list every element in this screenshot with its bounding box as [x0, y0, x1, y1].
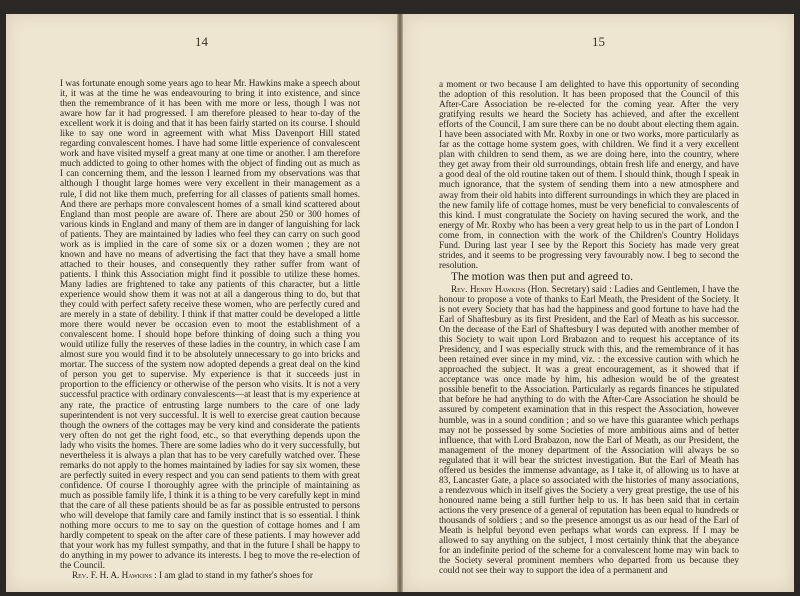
page-number: 14 — [195, 34, 208, 49]
speaker-name: Rev. Henry Hawkins — [451, 283, 526, 294]
page-number: 15 — [592, 34, 605, 49]
body-paragraph: a moment or two because I am delighted to have this opportunity of seconding the adoption of this resolution. It has been proposed that the Council of this After-Care Association be re-elected for the coming year. After the very gratifying results we heard the Society has achieved, and after the excellent efforts of the Council, I am sure there can be no doubt about electing them again. I have been associated with Mr. Roxby in one or two works, more particularly as far as the cottage home system goes, with children. We find it a very excellent plan with children to send them, as we are doing here, into the country, where they get away from their old surroundings, obtain fresh life and energy, and have a good deal of the old routine taken out of them. I should think, though I speak in much ignorance, that the system of sending them into a new atmosphere and away from their old habits into different surroundings in which they are placed in the new family life of cottage homes, must be very beneficial to convalescents of this kind. I must congratulate the Society on having secured the work, and the energy of Mr. Roxby who has been a very great help to us in the part of London I come from, in connection with the work of the Children's Country Holidays Fund. During last year I see by the Report this Society has made very great strides, and it seems to be progressing very favourably now. I beg to second the resolution. — [439, 79, 739, 270]
right-page — [403, 14, 794, 592]
body-paragraph — [60, 570, 360, 580]
motion-line: The motion was then put and agreed to. — [451, 270, 634, 283]
body-paragraph: I was fortunate enough some years ago to hear Mr. Hawkins make a speech about it, it was at the time he was endeavouring to bring it into existence, and since then the remembrance of it has been with me more or less, though I was not aware how far it had progressed. I am therefore pleased to hear to-day of the excellent work it is doing and that it has been fairly started on its course. I should like to say one word in agreement with what Miss Davenport Hill stated regarding convalescent homes. I have had some little experience of convalescent work and have visited myself a great many at one time or another. I am therefore much addicted to going to other homes with the object of finding out as much as I can concerning them, and the lesson I learned from my observations was that although I thought large homes were very excellent in their management as a rule, I did not like them much, preferring for all classes of patients small homes. And there are perhaps more convalescent homes of a small kind scattered about England than most people are aware of. There are about 250 or 300 homes of various kinds in England and many of them are in danger of languishing for lack of patients. They are maintained by ladies who feel they can carry on such good work as is implied in the care of some six or a dozen women ; they are not known and have no means of advertising the fact that they have a small home attached to their houses, and consequently they rather suffer from want of patients. I think this Association might find it possible to utilize these homes. Many ladies are frightened to take any patients of this character, but a little experience would show them it was not at all a dangerous thing to do, but that they could with perfect safety receive these women, who are perfectly cured and are merely in a state of debility. I think if that matter could be developed a little more there would never be occasion even to moot the establishment of a convalescent home. I should hope before thinking of doing such a thing you would utilize fully the reserves of these ladies in the country, in which case I am almost sure you would find it to be absolutely unnecessary to go into bricks and mortar. The success of the system now adopted depends a great deal on the kind of person you get to supervise. My experience is that it succeeds just in proportion to the efficiency or otherwise of the person who visits. It is not a very successful practice with ordinary convalescents—at least that is my experience at any rate, the practice of entrusting large numbers to the care of one lady superintendent is not very successful. It is well to exercise great caution because though the owners of the cottages may be very kind and considerate the patients very often do not get the right food, etc., so that everything depends upon the lady who visits the homes. There are some ladies who do it very successfully, but nevertheless it is always a plan that has to be very carefully watched over. These remarks do not apply to the homes maintained by ladies for say six women, these are perfectly suited in every respect and you can send patients to them with great confidence. Of course I thoroughly agree with the principle of maintaining as much as possible family life, I think it is a thing to be very carefully kept in mind that the care of all these patients should be as far as possible entrusted to persons who will develope that family care and family instinct that is so essential. I think nothing more occurs to me to say on the question of cottage homes and I am hardly competent to speak on the after care of these patients. I may however add that your work has my fullest sympathy, and that in the future I shall be happy to do anything in my power to advance its interests. I beg to move the re-election of the Council. — [60, 78, 360, 571]
page-body — [439, 79, 739, 575]
body-paragraph — [439, 284, 739, 575]
speech-text: : I am glad to stand in my father's shoes for — [154, 570, 313, 581]
page-body — [60, 78, 360, 580]
left-page — [6, 14, 397, 592]
speech-text: (Hon. Secretary) said : Ladies and Gentlemen, I have the honour to propose a vote of thanks to Earl Meath, the President of the Society. It is not every Society that has had the happiness and good fortune to have had the Earl of Shaftesbury as its first President, and the Earl of Meath as his successor. On the decease of the Earl of Shaftesbury I was deputed with another member of this Society to wait upon Lord Brabazon and to request his acceptance of its Presidency, and I was especially struck with this, and the remembrance of it has been retained ever since in my mind, viz. : the excessive caution with which he approached the subject. It was a great encouragement, as it showed that if acceptance was once made by him, his adhesion would be of the greatest possible benefit to the Association. Particularly as regards finances he stipulated that before he had anything to do with the After-Care Association he should be assured by competent examination that in this respect the Association, however humble, was in a sound condition ; and so we have this guarantee which perhaps may not be possessed by some Societies of more ambitious aims and of better influence, that with Lord Brabazon, now the Earl of Meath, as our President, the management of the money department of the Association will always be so regulated that it will bear the strictest investigation. But the Earl of Meath has offered us besides the immense advantage, as I take it, of allowing us to have at 83, Lancaster Gate, a place so associated with the histories of many associations, a rendezvous which in itself gives the Society a very great prestige, the use of his honoured name being a still further help to us. It has been said that in certain actions the very presence of a general of reputation has been equal to hundreds or thousands of soldiers ; and so the presence amongst us as our head of the Earl of Meath is helpful beyond even perhaps what words can express. If I may be allowed to say anything on the subject, I most certainly think that the abeyance for an indefinite period of the scheme for a convalescent home may win back to the Society several prominent members who departed from us because they could not see their way to support the idea of a permanent and — [439, 283, 740, 576]
speaker-name: Rev. F. H. A. Hawkins — [72, 570, 152, 581]
